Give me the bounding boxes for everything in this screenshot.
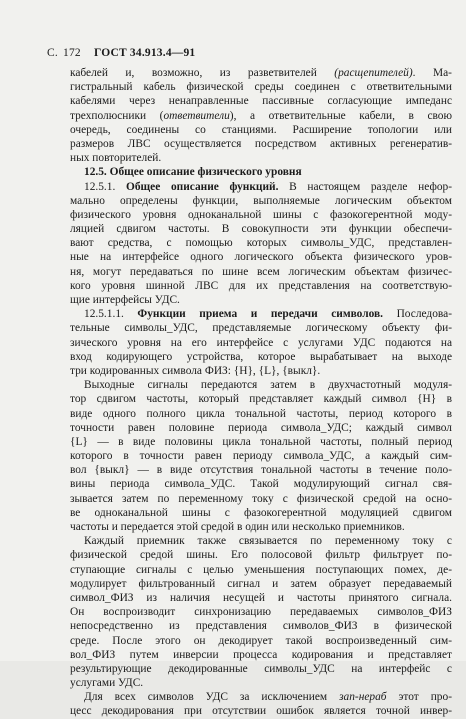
- text-run: кабелями через ненаправленные пассивные согласующие импеданс: [70, 95, 452, 108]
- text-line: [70, 619, 452, 633]
- text-line: [70, 265, 452, 279]
- text-line: [70, 563, 452, 577]
- text-line: [70, 94, 452, 108]
- text-line: [70, 109, 452, 123]
- text-run: размеров ЛВС осуществляется посредством активных регенератив-: [70, 137, 452, 150]
- text-line: [70, 222, 452, 236]
- text-run: трехполюсники (: [70, 109, 164, 122]
- text-run: среде. После этого он декодирует такой воспроизведенный сим-: [70, 634, 452, 647]
- text-line: [70, 648, 452, 662]
- text-line: [70, 307, 452, 321]
- text-run: тельные символы_УДС, представляемые логическому объекту фи-: [70, 322, 452, 335]
- text-run: Функции приема и передачи символов.: [137, 308, 384, 321]
- text-run: цесс декодирования при отсутствии ошибок является точной инвер-: [70, 705, 452, 718]
- text-run: этот про-: [386, 691, 452, 704]
- text-run: Для всех символов УДС за исключением: [84, 691, 340, 704]
- page-number: 172: [63, 47, 81, 59]
- text-line: [70, 364, 452, 378]
- text-run: Выходные сигналы передаются затем в двухчастотный модуля-: [84, 379, 452, 392]
- text-run: гистральный кабель физической среды соединен с ответвительными: [70, 81, 452, 94]
- text-line: [70, 449, 452, 463]
- text-run: . Ма-: [412, 67, 452, 79]
- text-line: [70, 704, 452, 718]
- text-line: [70, 194, 452, 208]
- text-line: [70, 634, 452, 648]
- text-line: [70, 435, 452, 449]
- text-run: Он воспроизводит синхронизацию передаваемых символов_ФИЗ: [70, 606, 452, 619]
- text-line: [70, 236, 452, 250]
- text-run: зывается затем по переменному току с физической средой на осно-: [70, 492, 452, 505]
- text-line: [70, 151, 452, 165]
- page-prefix: С.: [47, 47, 58, 59]
- text-run: щие интерфейсы УДС.: [70, 294, 180, 306]
- text-run: зап-нераб: [339, 691, 387, 704]
- text-run: 12.5. Общее описание физического уровня: [84, 166, 302, 179]
- text-run: {L} — в виде половины цикла тональной частоты, полный период: [70, 435, 452, 448]
- text-run: ляцией сдвигом частоты. В совокупности эти функции обеспечи-: [70, 223, 452, 236]
- text-line: [70, 605, 452, 619]
- text-run: 12.5.1.: [84, 180, 126, 193]
- text-run: ве одноканальной шины с фазокогерентной модуляцией сдвигом: [70, 506, 452, 519]
- text-line: [70, 548, 452, 562]
- text-line: [70, 250, 452, 264]
- text-line: [70, 591, 452, 605]
- text-line: [70, 80, 452, 94]
- text-run: ступающие сигналы с целью уменьшения поступающих помех, де-: [70, 563, 452, 576]
- page-header: [47, 47, 195, 59]
- text-run: физического уровня одноканальной шины с фазокогерентной моду-: [70, 208, 452, 221]
- text-line: [70, 534, 452, 548]
- text-run: символ_ФИЗ из наличия несущей и частоты принятого сигнала.: [70, 591, 452, 604]
- text-run: кого уровня шинной ЛВС для их представления на соответствую-: [70, 279, 452, 292]
- text-line: [70, 690, 452, 704]
- text-run: вол_ФИЗ путем инверсии процесса кодирования и представляет: [70, 648, 452, 661]
- text-line: [70, 662, 452, 676]
- text-run: зического уровня на его интерфейсе с услугами УДС подаются на: [70, 336, 452, 349]
- text-run: тор сдвигом частоты, который представляет каждый символ {H} в: [70, 393, 452, 406]
- text-run: ные на интерфейсе одного логического объекта физического уров-: [70, 251, 452, 264]
- text-run: 12.5.1.1.: [84, 308, 138, 321]
- text-run: очередь, соединены со станциями. Расширение топологии или: [70, 123, 452, 136]
- text-run: вают средства, с помощью которых символы_УДС, представлен-: [70, 237, 452, 250]
- text-line: [70, 520, 452, 534]
- text-run: ных повторителей.: [70, 152, 162, 165]
- body-text: [70, 66, 452, 719]
- text-line: [70, 392, 452, 406]
- text-line: [70, 477, 452, 491]
- text-run: три кодированных символа ФИЗ: {H}, {L}, {выкл}.: [70, 364, 321, 377]
- text-run: виде одного полного цикла тональной частоты, период которого в: [70, 407, 452, 420]
- text-run: вины периода символа_УДС. Такой модулирующий сигнал свя-: [70, 478, 452, 491]
- text-line: [70, 506, 452, 520]
- text-line: [70, 180, 452, 194]
- text-line: [70, 137, 452, 151]
- text-run: ответвители: [163, 109, 230, 122]
- text-run: вол {выкл} — в виде отсутствия тональной частоты в течение поло-: [70, 464, 452, 477]
- text-line: [70, 463, 452, 477]
- text-run: ня, могут передаваться по шине всем логическим объектам физичес-: [70, 265, 452, 278]
- text-run: Общее описание функций.: [126, 180, 279, 193]
- text-line: [70, 336, 452, 350]
- text-run: кабелей и, возможно, из разветвителей: [70, 67, 335, 79]
- text-line: [70, 279, 452, 293]
- text-line: [70, 492, 452, 506]
- text-line: [70, 676, 452, 690]
- text-run: результирующие декодированные символы_УДС на интерфейс с: [70, 662, 452, 675]
- text-run: физической средой шины. Его полосовой фильтр фильтрует по-: [70, 549, 452, 562]
- text-line: [70, 123, 452, 137]
- text-run: Каждый приемник также связывается по переменному току с: [84, 535, 452, 548]
- text-run: частоты и передается этой средой в один или несколько приемников.: [70, 521, 405, 533]
- text-run: Последова-: [383, 308, 452, 321]
- text-run: модулирует фильтрованный сигнал и затем образует передаваемый: [70, 577, 452, 590]
- text-line: [70, 208, 452, 222]
- text-line: [70, 577, 452, 591]
- text-run: В настоящем разделе нефор-: [278, 180, 452, 193]
- text-line: [70, 421, 452, 435]
- text-run: вход кодирующего устройства, которое вырабатывает на выходе: [70, 350, 452, 363]
- text-line: [70, 350, 452, 364]
- text-line: [70, 293, 452, 307]
- text-line: [70, 407, 452, 421]
- text-run: мально определены функции, выполняемые логическим объектом: [70, 194, 452, 207]
- text-run: ), а ответвительные кабели, в свою: [229, 109, 452, 122]
- text-line: [70, 378, 452, 392]
- text-run: непосредственно из представления символов_ФИЗ в физической: [70, 620, 452, 633]
- standard-designation: ГОСТ 34.913.4—91: [93, 47, 196, 59]
- text-line: [70, 321, 452, 335]
- text-run: услугами УДС.: [70, 677, 144, 690]
- text-run: которого в точности равен периоду символа_УДС, а каждый сим-: [70, 450, 452, 463]
- text-line: [70, 66, 452, 80]
- text-run: точности равен половине периода символа_УДС; каждый символ: [70, 421, 452, 434]
- text-line: [70, 165, 452, 179]
- text-run: (расщепителей): [334, 67, 413, 79]
